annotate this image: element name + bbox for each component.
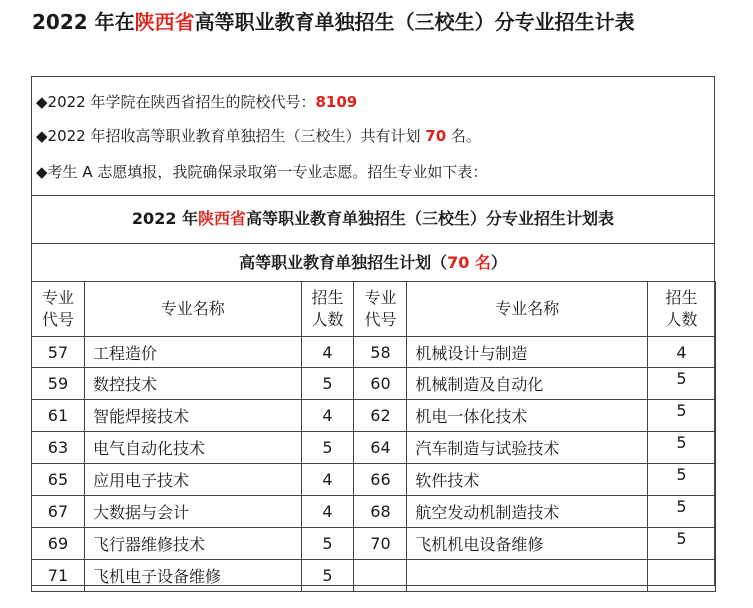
major-code: 71 (32, 560, 85, 592)
major-code: 65 (32, 464, 85, 496)
table-row (32, 496, 716, 528)
major-name: 机械设计与制造 (407, 337, 648, 368)
major-name: 软件技术 (407, 464, 648, 496)
table-title (32, 195, 714, 243)
title-province: 陕西省 (134, 10, 195, 34)
major-name: 飞行器维修技术 (84, 528, 301, 560)
major-code: 64 (354, 432, 407, 464)
table-row (32, 432, 716, 464)
header-count-right: 招生人数 (647, 282, 715, 337)
major-code (354, 560, 407, 592)
table-row (32, 400, 716, 432)
subtitle1-prefix: 2022 年 (131, 209, 199, 228)
diamond-bullet-icon: ◆ (36, 93, 48, 111)
header-code-left: 专业代号 (32, 282, 85, 337)
subtitle2-count: 70 名 (447, 253, 491, 272)
major-name: 汽车制造与试验技术 (407, 432, 648, 464)
major-code: 57 (32, 337, 85, 368)
major-code: 58 (354, 337, 407, 368)
enrollment-count: 5 (301, 560, 354, 592)
enrollment-count: 5 (647, 496, 715, 528)
title-suffix: 高等职业教育单独招生（三校生）分专业招生计表 (194, 10, 635, 34)
major-code: 63 (32, 432, 85, 464)
table-row (32, 368, 716, 400)
subtitle1-suffix: 高等职业教育单独招生（三校生）分专业招生计划表 (246, 209, 615, 228)
enrollment-count: 5 (647, 432, 715, 464)
enrollment-count: 4 (301, 337, 354, 368)
enrollment-count: 4 (301, 400, 354, 432)
enrollment-table (31, 281, 716, 592)
enrollment-count: 5 (301, 368, 354, 400)
institution-code: 8109 (315, 93, 358, 111)
table-header-row (32, 282, 716, 337)
major-name (407, 560, 648, 592)
major-name: 数控技术 (84, 368, 301, 400)
enrollment-count: 5 (647, 368, 715, 400)
header-code-right: 专业代号 (354, 282, 407, 337)
major-name: 电气自动化技术 (84, 432, 301, 464)
table-row (32, 337, 716, 368)
major-name: 航空发动机制造技术 (407, 496, 648, 528)
major-code: 68 (354, 496, 407, 528)
header-count-left: 招生人数 (301, 282, 354, 337)
info-line-note (36, 161, 487, 182)
info-line1-text: 2022 年学院在陕西省招生的院校代号： (47, 93, 316, 111)
title-prefix: 2022 年在 (32, 10, 135, 34)
enrollment-count: 5 (647, 528, 715, 560)
major-code: 70 (354, 528, 407, 560)
info-line2-suffix: 名。 (446, 127, 481, 145)
enrollment-count: 5 (301, 528, 354, 560)
major-code: 59 (32, 368, 85, 400)
info-line-plan (36, 125, 481, 146)
major-code: 66 (354, 464, 407, 496)
table-row (32, 560, 716, 592)
major-code: 69 (32, 528, 85, 560)
enrollment-count: 5 (301, 432, 354, 464)
enrollment-count (647, 560, 715, 592)
enrollment-count: 5 (647, 464, 715, 496)
info-line-code (36, 91, 357, 112)
enrollment-count: 4 (647, 337, 715, 368)
enrollment-count: 4 (301, 464, 354, 496)
major-name: 机械制造及自动化 (407, 368, 648, 400)
major-name: 应用电子技术 (84, 464, 301, 496)
header-name-left: 专业名称 (84, 282, 301, 337)
diamond-bullet-icon: ◆ (36, 163, 48, 181)
major-code: 62 (354, 400, 407, 432)
major-name: 大数据与会计 (84, 496, 301, 528)
major-code: 61 (32, 400, 85, 432)
plan-count: 70 (425, 127, 447, 145)
major-name: 飞机电子设备维修 (84, 560, 301, 592)
enrollment-count: 4 (301, 496, 354, 528)
info-section (32, 77, 714, 195)
diamond-bullet-icon: ◆ (36, 127, 48, 145)
major-name: 智能焊接技术 (84, 400, 301, 432)
major-code: 67 (32, 496, 85, 528)
plan-subtitle (32, 245, 714, 281)
major-name: 工程造价 (84, 337, 301, 368)
major-code: 60 (354, 368, 407, 400)
table-row (32, 464, 716, 496)
subtitle1-province: 陕西省 (198, 209, 247, 228)
major-name: 飞机机电设备维修 (407, 528, 648, 560)
divider (32, 243, 714, 244)
major-name: 机电一体化技术 (407, 400, 648, 432)
subtitle2-suffix: ） (490, 253, 507, 272)
page-title (32, 6, 635, 35)
table-row (32, 528, 716, 560)
enrollment-box (31, 76, 715, 586)
info-line3-text: 考生 A 志愿填报，我院确保录取第一专业志愿。招生专业如下表： (47, 163, 488, 181)
enrollment-count: 5 (647, 400, 715, 432)
subtitle2-prefix: 高等职业教育单独招生计划（ (239, 253, 448, 272)
info-line2-text: 2022 年招收高等职业教育单独招生（三校生）共有计划 (47, 127, 426, 145)
header-name-right: 专业名称 (407, 282, 648, 337)
